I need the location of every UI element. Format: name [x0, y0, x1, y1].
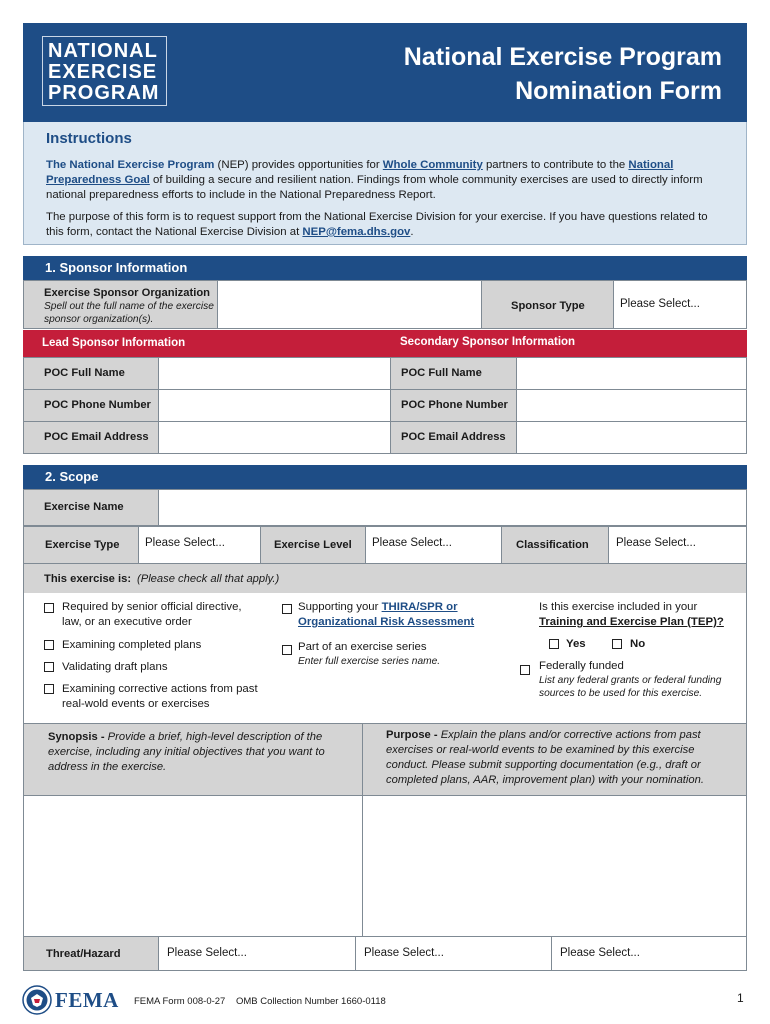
exercise-level-label: Exercise Level — [274, 539, 352, 551]
sponsor-type-label-cell — [481, 280, 614, 329]
tep-no-checkbox[interactable] — [612, 639, 622, 649]
form-number: FEMA Form 008-0-27 — [134, 996, 226, 1007]
synopsis-input[interactable] — [23, 795, 363, 937]
tep-no-label: No — [630, 638, 646, 650]
form-header — [23, 23, 747, 122]
exercise-name-label: Exercise Name — [44, 501, 124, 513]
instructions-paragraph-2 — [46, 210, 726, 240]
instructions-heading: Instructions — [46, 130, 132, 147]
lead-poc-name-label: POC Full Name — [44, 367, 125, 379]
secondary-poc-email-input[interactable] — [516, 421, 747, 454]
directive-checkbox[interactable] — [44, 603, 54, 613]
p2-text-2: . — [410, 226, 414, 238]
corrective-actions-checkbox[interactable] — [44, 684, 54, 694]
this-exercise-is-row — [23, 563, 747, 594]
secondary-sponsor-heading: Secondary Sponsor Information — [389, 330, 747, 357]
exercise-type-label-cell — [23, 526, 139, 564]
synopsis-label: Synopsis - — [48, 731, 105, 743]
validating-draft-option: Validating draft plans — [62, 661, 168, 673]
validating-draft-checkbox[interactable] — [44, 662, 54, 672]
secondary-poc-phone-label-cell — [390, 389, 517, 422]
dhs-seal-icon — [22, 985, 52, 1015]
sponsor-org-hint: Spell out the full name of the exercise sponsor organization(s). — [44, 301, 214, 325]
secondary-poc-phone-input[interactable] — [516, 389, 747, 422]
whole-community-link[interactable]: Whole Community — [382, 159, 483, 171]
synopsis-label-cell — [23, 723, 363, 796]
classification-label-cell — [501, 526, 609, 564]
federally-funded-checkbox[interactable] — [520, 665, 530, 675]
logo-line-2: EXERCISE — [48, 61, 158, 83]
sponsor-org-label-cell — [23, 280, 218, 329]
exercise-series-hint: Enter full exercise series name. — [298, 656, 441, 667]
sponsor-type-select[interactable] — [613, 280, 747, 329]
threat-label-cell — [23, 936, 159, 971]
threat-value-3: Please Select... — [560, 947, 640, 959]
scope-section-heading: 2. Scope — [23, 465, 747, 489]
lead-poc-email-input[interactable] — [158, 421, 391, 454]
logo-line-3: PROGRAM — [48, 82, 160, 104]
lead-poc-name-input[interactable] — [158, 357, 391, 390]
this-exercise-label: This exercise is: — [44, 573, 132, 585]
thira-prefix: Supporting your — [298, 601, 382, 613]
tep-link[interactable]: Training and Exercise Plan (TEP)? — [539, 616, 724, 628]
page-title: National Exercise Program — [403, 43, 722, 71]
threat-value-1: Please Select... — [167, 947, 247, 959]
examining-completed-option: Examining completed plans — [62, 639, 202, 651]
tep-question: Is this exercise included in your — [539, 601, 698, 613]
purpose-label: Purpose - — [386, 729, 438, 741]
examining-completed-checkbox[interactable] — [44, 640, 54, 650]
classification-value: Please Select... — [616, 537, 696, 549]
secondary-poc-email-label: POC Email Address — [401, 431, 506, 443]
lead-poc-phone-label: POC Phone Number — [44, 399, 151, 411]
tep-yes-checkbox[interactable] — [549, 639, 559, 649]
purpose-label-cell — [362, 723, 747, 796]
exercise-level-label-cell — [260, 526, 366, 564]
tep-yes-label: Yes — [566, 638, 586, 650]
threat-value-2: Please Select... — [364, 947, 444, 959]
classification-label: Classification — [516, 539, 589, 551]
thira-link[interactable]: THIRA/SPR or Organizational Risk Assessment — [298, 601, 475, 628]
nep-logo — [42, 36, 167, 106]
exercise-series-checkbox[interactable] — [282, 645, 292, 655]
exercise-type-select[interactable] — [138, 526, 261, 564]
instructions-paragraph-1 — [46, 158, 726, 203]
corrective-actions-option: Examining corrective actions from past real-wold events or exercises — [62, 683, 258, 710]
directive-option: Required by senior official directive, law, or an executive order — [62, 601, 242, 628]
lead-poc-email-label: POC Email Address — [44, 431, 149, 443]
exercise-series-option: Part of an exercise series — [298, 641, 427, 653]
page-number: 1 — [737, 991, 744, 1005]
sponsor-type-value: Please Select... — [620, 298, 700, 310]
secondary-poc-name-label: POC Full Name — [401, 367, 482, 379]
federally-funded-hint: List any federal grants or federal funding sources to be used for this exercise. — [539, 675, 722, 699]
threat-select-2[interactable] — [355, 936, 552, 971]
logo-line-1: NATIONAL — [48, 40, 158, 62]
p1-text-2: partners to contribute to the — [482, 159, 629, 171]
p1-text-3: of building a secure and resilient nation. Findings from whole community exercises are used to directly inform national preparedness efforts to include in the National Preparedness Report. — [46, 174, 703, 201]
p2-text-1: The purpose of this form is to request support from the National Exercise Division for your exercise. If you have questions related to this form, contact the National Exercise Division at — [46, 211, 708, 238]
secondary-poc-email-label-cell — [390, 421, 517, 454]
lead-poc-phone-label-cell — [23, 389, 159, 422]
sponsor-org-input[interactable] — [217, 280, 482, 329]
purpose-hint: Explain the plans and/or corrective actions from past exercises or real-world events to be examined by this exercise conduct. Please submit supporting documentation (e.g., draft or completed plans, AAR, improvement plan) with your nomination. — [386, 729, 704, 786]
national-preparedness-goal-link[interactable]: National Preparedness Goal — [46, 159, 674, 186]
exercise-name-label-cell — [23, 489, 159, 526]
secondary-poc-phone-label: POC Phone Number — [401, 399, 508, 411]
thira-option — [298, 600, 498, 630]
fema-logo: FEMA — [55, 988, 119, 1012]
secondary-poc-name-label-cell — [390, 357, 517, 390]
page-subtitle: Nomination Form — [515, 77, 722, 105]
threat-select-3[interactable] — [551, 936, 747, 971]
p1-text-1: (NEP) provides opportunities for — [214, 159, 383, 171]
secondary-poc-name-input[interactable] — [516, 357, 747, 390]
nep-link[interactable]: The National Exercise Program — [46, 159, 215, 171]
threat-label: Threat/Hazard — [46, 948, 121, 960]
omb-number: OMB Collection Number 1660-0118 — [236, 996, 386, 1007]
exercise-name-input[interactable] — [158, 489, 747, 526]
exercise-level-value: Please Select... — [372, 537, 452, 549]
thira-checkbox[interactable] — [282, 604, 292, 614]
purpose-text — [386, 728, 738, 788]
lead-poc-phone-input[interactable] — [158, 389, 391, 422]
sponsor-type-label: Sponsor Type — [511, 300, 585, 312]
lead-sponsor-heading: Lead Sponsor Information — [23, 330, 389, 357]
exercise-type-value: Please Select... — [145, 537, 225, 549]
lead-poc-email-label-cell — [23, 421, 159, 454]
classification-select[interactable] — [608, 526, 747, 564]
lead-poc-name-label-cell — [23, 357, 159, 390]
sponsor-section-heading: 1. Sponsor Information — [23, 256, 747, 280]
federally-funded-label: Federally funded — [539, 660, 624, 672]
this-exercise-hint: (Please check all that apply.) — [137, 573, 280, 585]
exercise-level-select[interactable] — [365, 526, 502, 564]
instructions-panel — [23, 122, 747, 245]
purpose-input[interactable] — [362, 795, 747, 937]
synopsis-hint: Provide a brief, high-level description of the exercise, including any initial objectives that you want to address in the exercise. — [48, 731, 325, 773]
synopsis-text — [48, 730, 338, 775]
sponsor-org-label: Exercise Sponsor Organization — [44, 287, 210, 299]
threat-select-1[interactable] — [158, 936, 356, 971]
nep-email-link[interactable]: NEP@fema.dhs.gov — [302, 226, 411, 238]
exercise-type-label: Exercise Type — [45, 539, 120, 551]
